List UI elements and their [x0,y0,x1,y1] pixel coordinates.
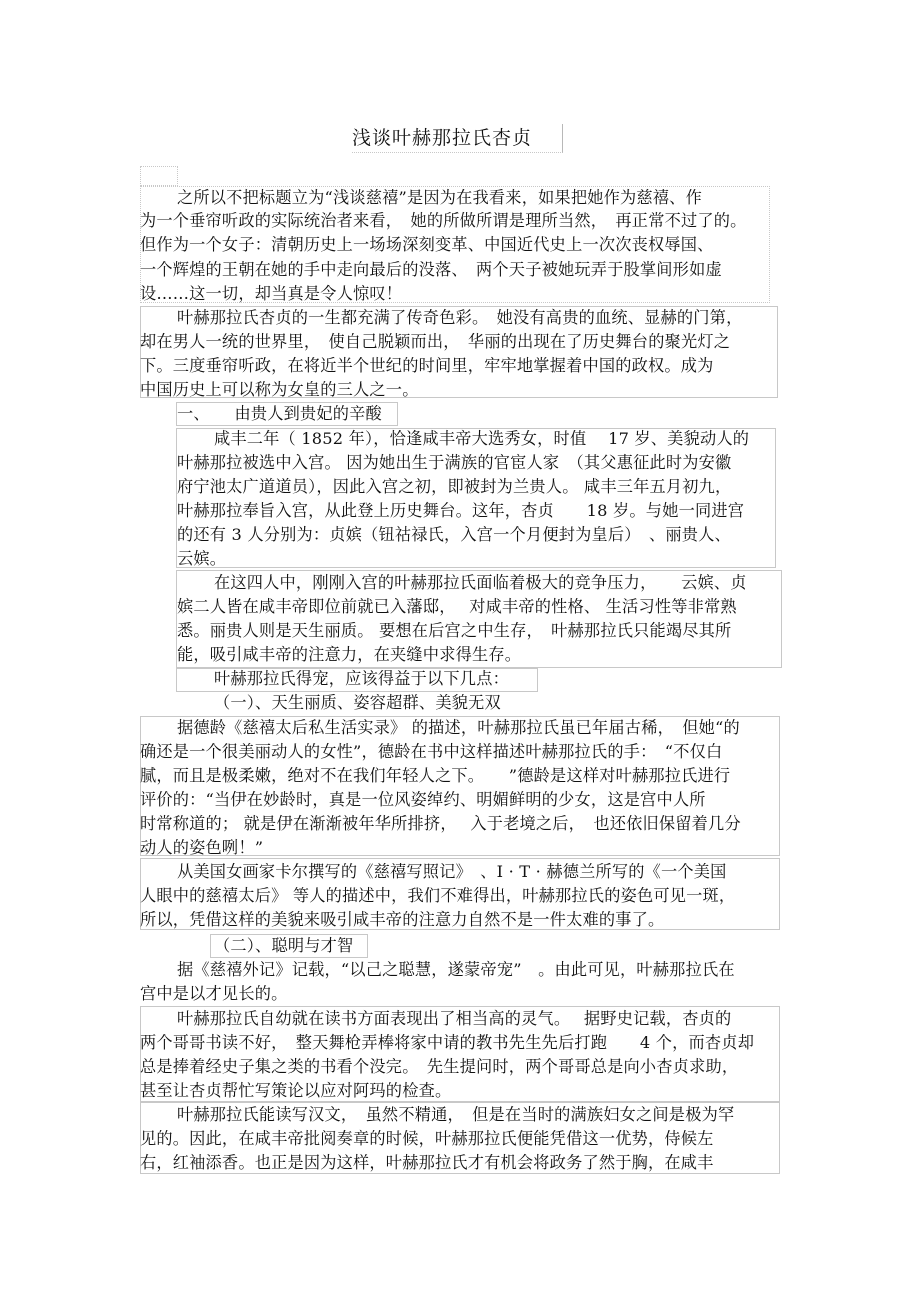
text-line: 人眼中的慈禧太后》 等人的描述中，我们不难得出，叶赫那拉氏的姿色可见一斑， [140,886,736,905]
text-line: 咸丰二年（ 1852 年），恰逢咸丰帝大选秀女，时值 17 岁、美貌动人的 [214,429,750,448]
text-line: 所以，凭借这样的美貌来吸引咸丰帝的注意力自然不是一件太难的事了。 [140,910,665,929]
text-line: 嫔二人皆在咸丰帝即位前就已入藩邸， 对咸丰帝的性格、 生活习性等非常熟 [177,597,737,616]
text-line: 宫中是以才见长的。 [140,984,288,1003]
text-line: 之所以不把标题立为“浅谈慈禧”是因为在我看来，如果把她作为慈禧、作 [177,188,702,207]
subsection-heading: （二）、聪明与才智 [214,936,354,955]
text-line: 府宁池太广道道员），因此入宫之初，即被封为兰贵人。 咸丰三年五月初九， [177,477,732,496]
text-line: 叶赫那拉被选中入宫。 因为她出生于满族的官宦人家 （其父惠征此时为安徽 [177,453,732,472]
text-line: 却在男人一统的世界里， 使自己脱颖而出， 华丽的出现在了历史舞台的聚光灯之 [140,332,731,351]
text-line: 中国历史上可以称为女皇的三人之一。 [140,380,419,399]
text-line: 设……这一切，却当真是令人惊叹！ [140,284,403,303]
text-line: 总是捧着经史子集之类的书看个没完。 先生提问时，两个哥哥总是向小杏贞求助， [140,1057,739,1076]
text-line: 据《慈禧外记》记载，“以己之聪慧，遂蒙帝宠” 。由此可见，叶赫那拉氏在 [177,960,735,979]
text-line: 叶赫那拉氏自幼就在读书方面表现出了相当高的灵气。 据野史记载，杏贞的 [177,1009,732,1028]
text-line: 但作为一个女子：清朝历史上一场场深刻变革、中国近代史上一次次丧权辱国、 [140,235,714,254]
text-line: 悉。丽贵人则是天生丽质。 要想在后宫之中生存， 叶赫那拉氏只能竭尽其所 [177,621,732,640]
text-line: 据德龄《慈禧太后私生活实录》 的描述，叶赫那拉氏虽已年届古稀， 但她“的 [177,718,740,737]
text-line: 的还有 3 人分别为：贞嫔（钮祜禄氏，入宫一个月便封为皇后） 、丽贵人、 [177,525,731,544]
text-line: 腻，而且是极柔嫩，绝对不在我们年轻人之下。 ”德龄是这样对叶赫那拉氏进行 [140,766,731,785]
text-line: 右，红袖添香。也正是因为这样，叶赫那拉氏才有机会将政务了然于胸，在咸丰 [140,1153,714,1172]
text-line: 动人的姿色咧！” [140,838,264,857]
text-line: 叶赫那拉奉旨入宫，从此登上历史舞台。这年，杏贞 18 岁。与她一同进宫 [177,501,745,520]
text-line: 一个辉煌的王朝在她的手中走向最后的没落、 两个天子被她玩弄于股掌间形如虚 [140,260,722,279]
page-title: 浅谈叶赫那拉氏杏贞 [352,124,563,153]
text-line: 叶赫那拉氏得宠，应该得益于以下几点： [214,669,509,688]
text-line: 见的。因此，在咸丰帝批阅奏章的时候，叶赫那拉氏便能凭借这一优势，侍候左 [140,1129,714,1148]
text-line: 评价的：“当伊在妙龄时，真是一位风姿绰约、明媚鲜明的少女，这是宫中人所 [140,790,706,809]
layout-box [140,166,178,186]
text-line: 确还是一个很美丽动人的女性”，德龄在书中这样描述叶赫那拉氏的手： “不仅白 [140,742,723,761]
text-line: 为一个垂帘听政的实际统治者来看， 她的所做所谓是理所当然， 再正常不过了的。 [140,211,747,230]
text-line: 云嫔。 [177,549,227,568]
text-line: 下。三度垂帘听政，在将近半个世纪的时间里，牢牢地掌握着中国的政权。成为 [140,356,714,375]
text-line: 甚至让杏贞帮忙写策论以应对阿玛的检查。 [140,1081,452,1100]
text-line: 在这四人中，刚刚入宫的叶赫那拉氏面临着极大的竞争压力， 云嫔、贞 [214,573,747,592]
text-line: 叶赫那拉氏能读写汉文， 虽然不精通， 但是在当时的满族妇女之间是极为罕 [177,1105,735,1124]
text-line: 能，吸引咸丰帝的注意力，在夹缝中求得生存。 [177,645,522,664]
subsection-heading: （一）、天生丽质、姿容超群、美貌无双 [214,693,501,712]
text-line: 时常称道的； 就是伊在渐渐被年华所排挤， 入于老境之后， 也还依旧保留着几分 [140,814,741,833]
text-line: 从美国女画家卡尔撰写的《慈禧写照记》 、I · T · 赫德兰所写的《一个美国 [177,862,727,881]
text-line: 两个哥哥书读不好， 整天舞枪弄棒将家中请的教书先生先后打跑 4 个，而杏贞却 [140,1033,755,1052]
text-line: 叶赫那拉氏杏贞的一生都充满了传奇色彩。 她没有高贵的血统、显赫的门第， [177,308,743,327]
section-heading: 一、 由贵人到贵妃的辛酸 [177,404,382,423]
